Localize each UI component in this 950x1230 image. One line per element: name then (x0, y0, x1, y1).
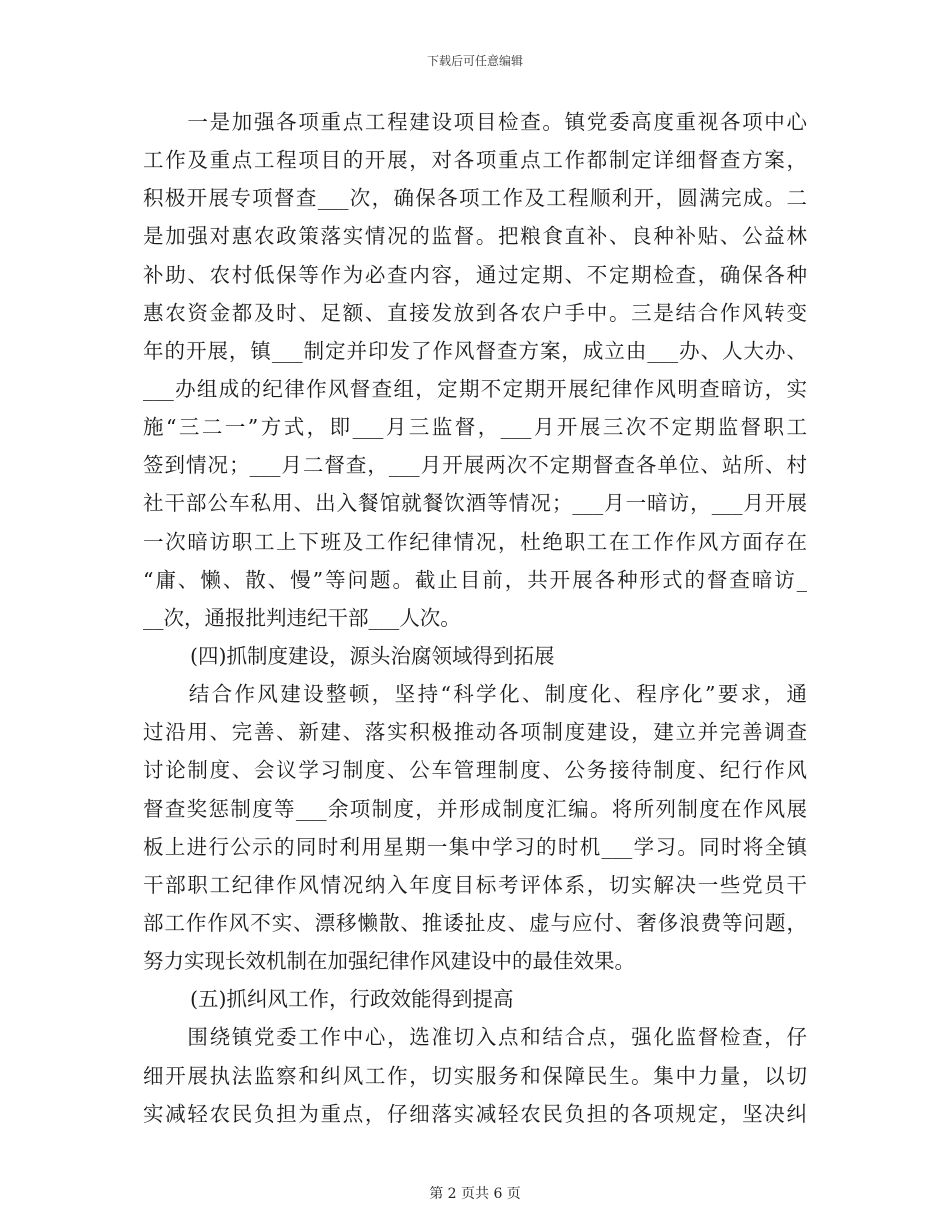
body-line: ___办组成的纪律作风督查组，定期不定期开展纪律作风明查暗访，实 (143, 376, 807, 401)
body-line: 实减轻农民负担为重点，仔细落实减轻农民负担的各项规定，坚决纠 (143, 1101, 807, 1126)
body-line: 补助、农村低保等作为必查内容，通过定期、不定期检查，确保各种 (143, 262, 807, 287)
body-line: 细开展执法监察和纠风工作，切实服务和保障民生。集中力量，以切 (143, 1063, 807, 1088)
body-line: 讨论制度、会议学习制度、公车管理制度、公务接待制度、纪行作风 (143, 758, 807, 783)
body-line: 结合作风建设整顿，坚持“科学化、制度化、程序化”要求，通 (143, 682, 807, 707)
body-line: 干部职工纪律作风情况纳入年度目标考评体系，切实解决一些党员干 (143, 872, 807, 897)
body-line: 板上进行公示的同时利用星期一集中学习的时机___学习。同时将全镇 (143, 834, 807, 859)
body-line: 年的开展，镇___制定并印发了作风督查方案，成立由___办、人大办、 (143, 338, 807, 363)
body-line: 签到情况；___月二督查，___月开展两次不定期督查各单位、站所、村 (143, 453, 807, 478)
document-body (143, 103, 807, 1133)
body-line: 一是加强各项重点工程建设项目检查。镇党委高度重视各项中心 (143, 110, 807, 134)
body-line: 一次暗访职工上下班及工作纪律情况，杜绝职工在工作作风方面存在 (143, 529, 807, 554)
page-header: 下载后可任意编辑 (426, 54, 523, 68)
section-heading: (四)抓制度建设，源头治腐领域得到拓展 (190, 643, 555, 668)
body-line: 社干部公车私用、出入餐馆就餐饮酒等情况；___月一暗访，___月开展 (143, 491, 807, 516)
body-line: 惠农资金都及时、足额、直接发放到各农户手中。三是结合作风转变 (143, 300, 807, 325)
body-line: 部工作作风不实、漂移懒散、推诿扯皮、虚与应付、奢侈浪费等问题， (143, 910, 807, 935)
body-line: 努力实现长效机制在加强纪律作风建设中的最佳效果。 (143, 949, 635, 974)
body-line: 督查奖惩制度等___余项制度，并形成制度汇编。将所列制度在作风展 (143, 796, 807, 821)
body-line: 围绕镇党委工作中心，选准切入点和结合点，强化监督检查，仔 (143, 1025, 807, 1050)
body-line: 施“三二一”方式，即___月三监督，___月开展三次不定期监督职工 (143, 415, 807, 440)
body-line: 工作及重点工程项目的开展，对各项重点工作都制定详细督查方案， (143, 148, 807, 173)
body-line: __次，通报批判违纪干部___人次。 (143, 605, 461, 630)
body-line: 积极开展专项督查___次，确保各项工作及工程顺利开，圆满完成。二 (143, 186, 807, 211)
body-line: 是加强对惠农政策落实情况的监督。把粮食直补、良种补贴、公益林 (143, 224, 807, 249)
body-line: 过沿用、完善、新建、落实积极推动各项制度建设，建立并完善调查 (143, 720, 807, 745)
page-footer: 第 2 页共 6 页 (429, 1186, 521, 1202)
section-heading: (五)抓纠风工作，行政效能得到提高 (190, 987, 514, 1012)
body-line: “庸、懒、散、慢”等问题。截止目前，共开展各种形式的督查暗访_ (143, 567, 807, 592)
